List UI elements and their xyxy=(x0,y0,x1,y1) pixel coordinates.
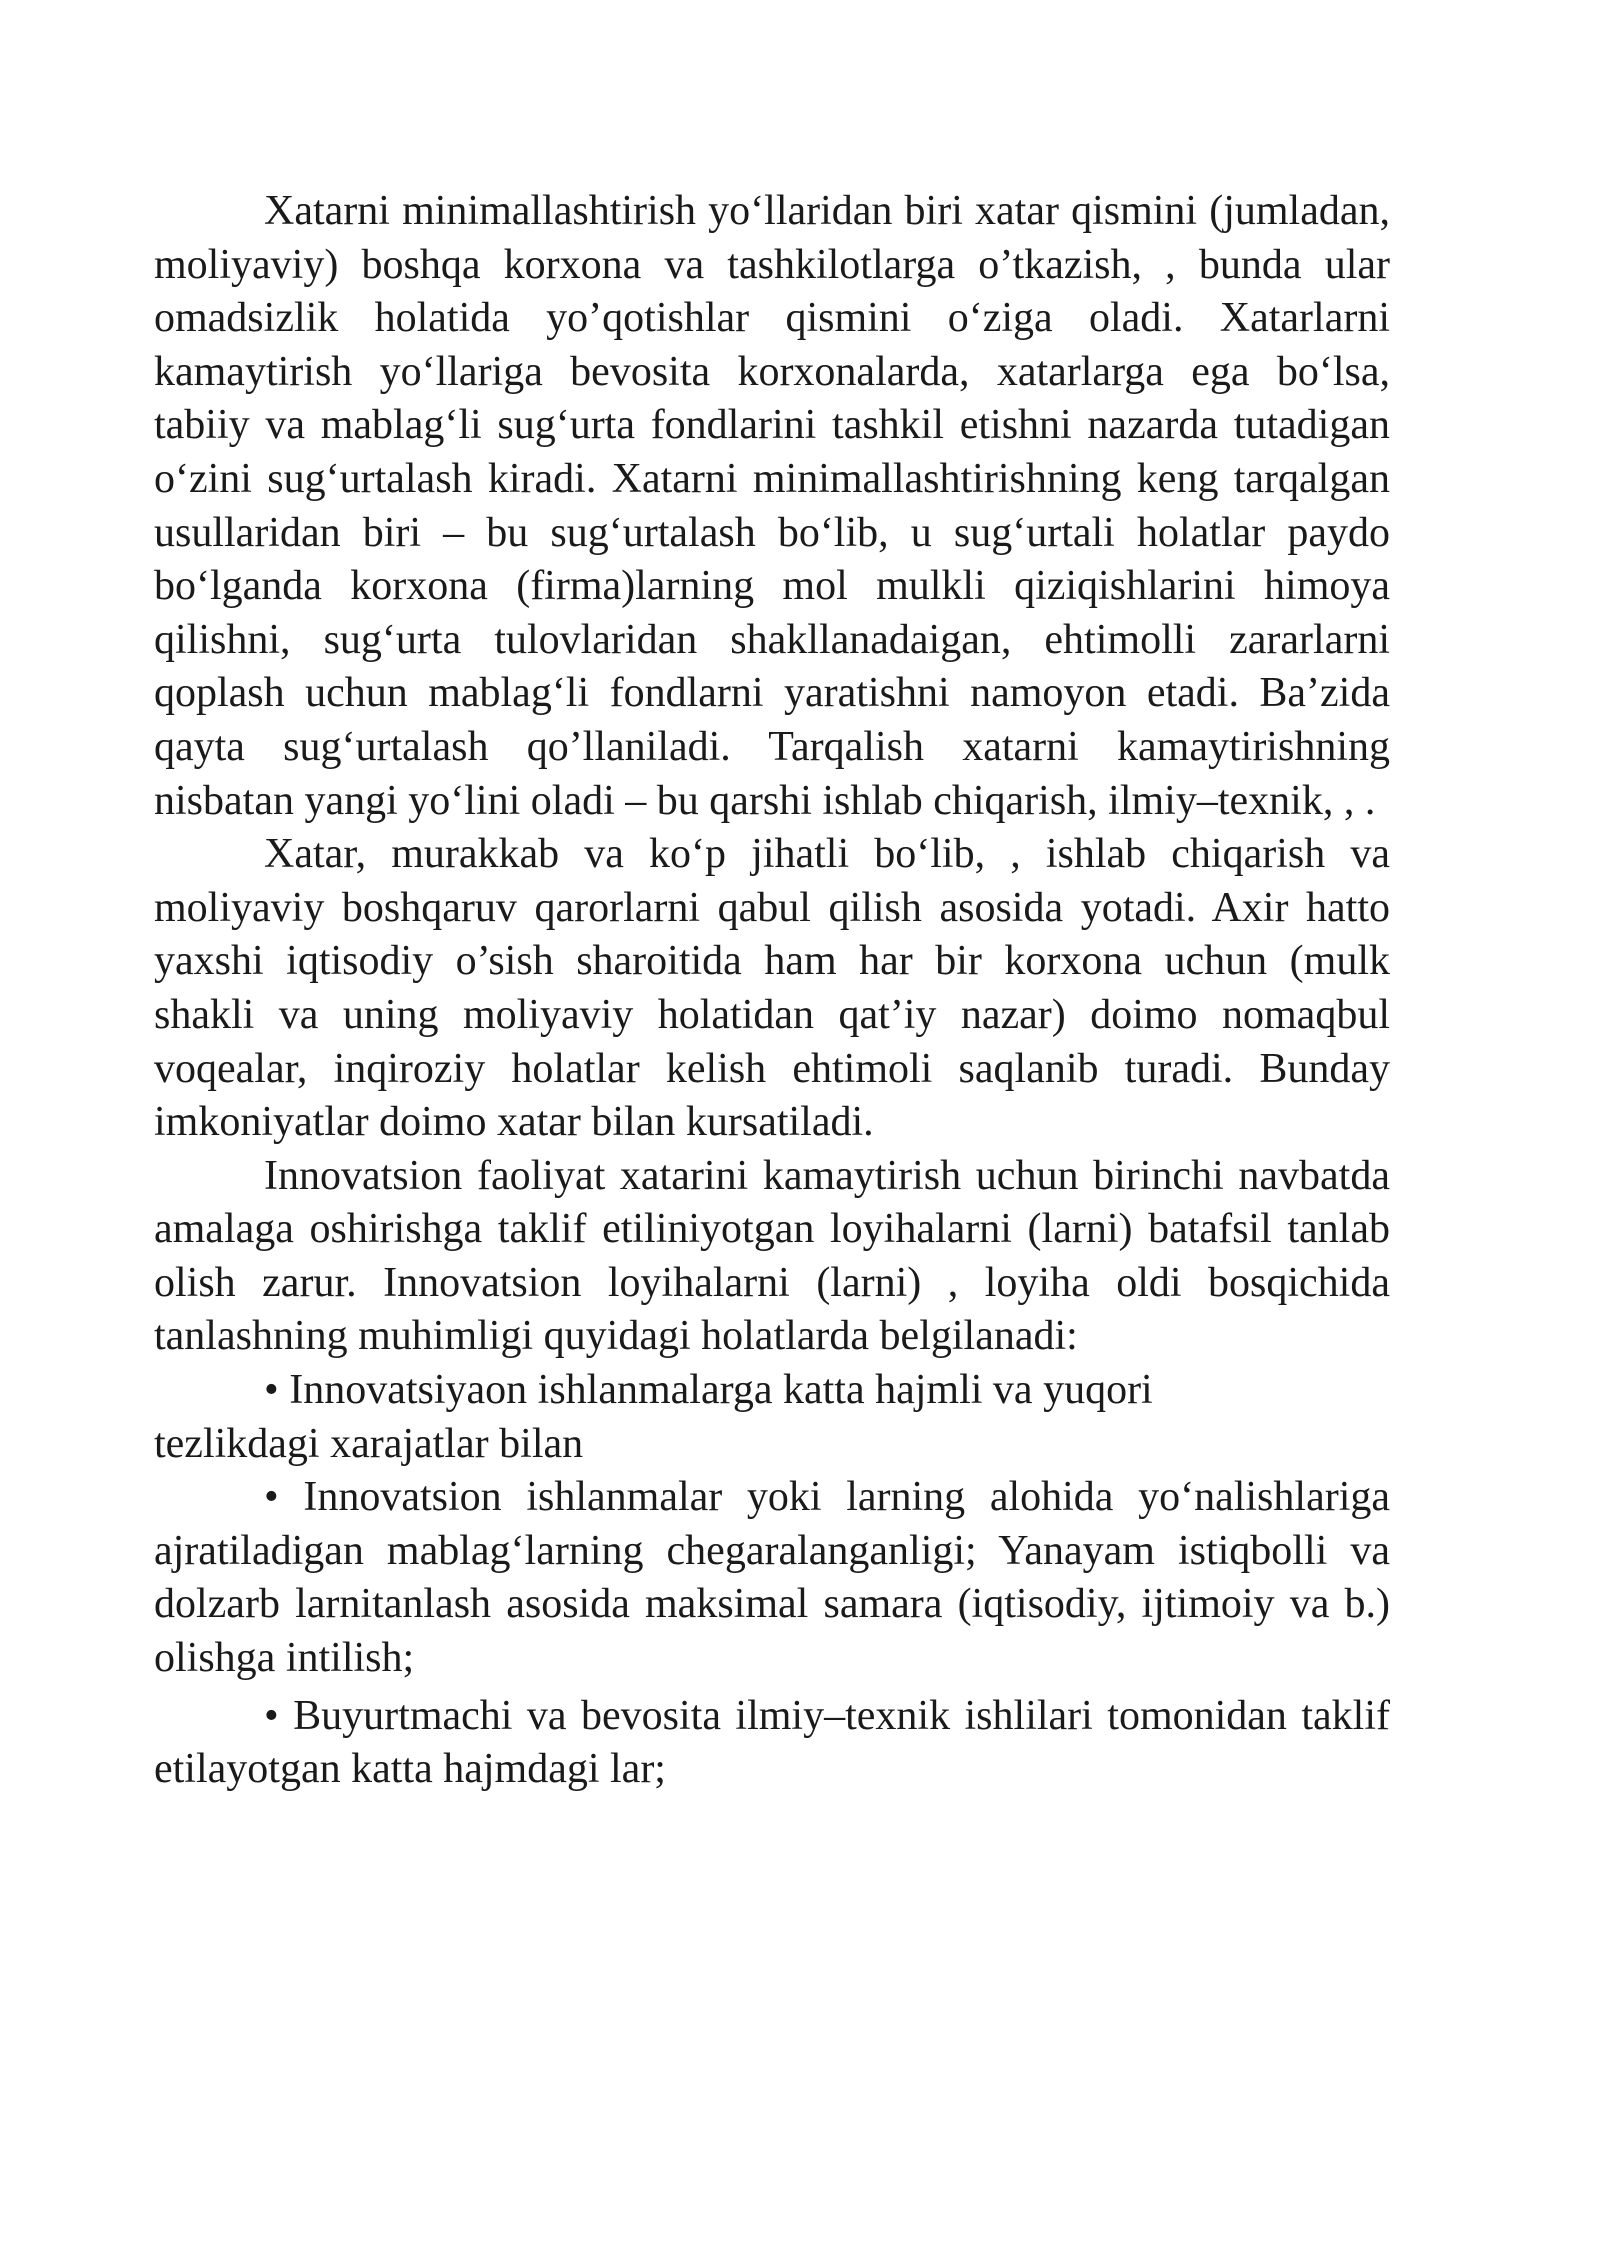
list-item-text: Buyurtmachi va bevosita ilmiy–texnik ishlilari tomonidan taklif etilayotgan katta hajmdagi lar; xyxy=(154,1692,1391,1793)
list-item xyxy=(154,1690,1390,1797)
list-item-text: Innovatsiyaon ishlanmalarga katta hajmli va yuqori xyxy=(289,1367,1153,1414)
bullet-icon: • xyxy=(264,1474,279,1521)
list-item-text: Innovatsion ishlanmalar yoki larning alohida yo‘nalishlariga ajratiladigan mablag‘larning chegaralanganligi; Yanayam istiqbolli va dolzarb larnitanlash asosida maksimal samara (iqtisodiy, ijtimoiy va b.) olishga intilish; xyxy=(154,1474,1391,1682)
bullet-icon: • xyxy=(264,1692,279,1739)
bullet-icon: • xyxy=(264,1367,279,1414)
document-page xyxy=(154,185,1390,1797)
paragraph-risk-minimization: Xatarni minimallashtirish yo‘llaridan biri xatar qismini (jumladan, moliyaviy) boshqa korxona va tashkilotlarga o’tkazish, , bunda ular omadsizlik holatida yo’qotishlar qismini o‘ziga oladi. Xatarlarni kamaytirish yo‘llariga bevosita korxonalarda, xatarlarga ega bo‘lsa, tabiiy va mablag‘li sug‘urta fondlarini tashkil etishni nazarda tutadigan o‘zini sug‘urtalash kiradi. Xatarni minimallashtirishning keng tarqalgan usullaridan biri – bu sug‘urtalash bo‘lib, u sug‘urtali holatlar paydo bo‘lganda korxona (firma)larning mol mulkli qiziqishlarini himoya qilishni, sug‘urta tulovlaridan shakllanadaigan, ehtimolli zararlarni qoplash uchun mablag‘li fondlarni yaratishni namoyon etadi. Ba’zida qayta sug‘urtalash qo’llaniladi. Tarqalish xatarni kamaytirishning nisbatan yangi yo‘lini oladi – bu qarshi ishlab chiqarish, ilmiy–texnik, , . xyxy=(154,188,1390,824)
paragraph-risk-nature: Xatar, murakkab va ko‘p jihatli bo‘lib, , ishlab chiqarish va moliyaviy boshqaruv qarorlarni qabul qilish asosida yotadi. Axir hatto yaxshi iqtisodiy o’sish sharoitida ham har bir korxona uchun (mulk shakli va uning moliyaviy holatidan qat’iy nazar) doimo nomaqbul voqealar, inqiroziy holatlar kelish ehtimoli saqlanib turadi. Bunday imkoniyatlar doimo xatar bilan kursatiladi. xyxy=(154,831,1390,1146)
paragraph-innovation-risk: Innovatsion faoliyat xatarini kamaytirish uchun birinchi navbatda amalaga oshirishga taklif etiliniyotgan loyihalarni (larni) batafsil tanlab olish zarur. Innovatsion loyihalarni (larni) , loyiha oldi bosqichida tanlashning muhimligi quyidagi holatlarda belgilanadi: xyxy=(154,1152,1390,1360)
list-item xyxy=(154,1364,1390,1471)
list-item xyxy=(154,1471,1390,1685)
list-item-text-continued: tezlikdagi xarajatlar bilan xyxy=(154,1420,584,1467)
